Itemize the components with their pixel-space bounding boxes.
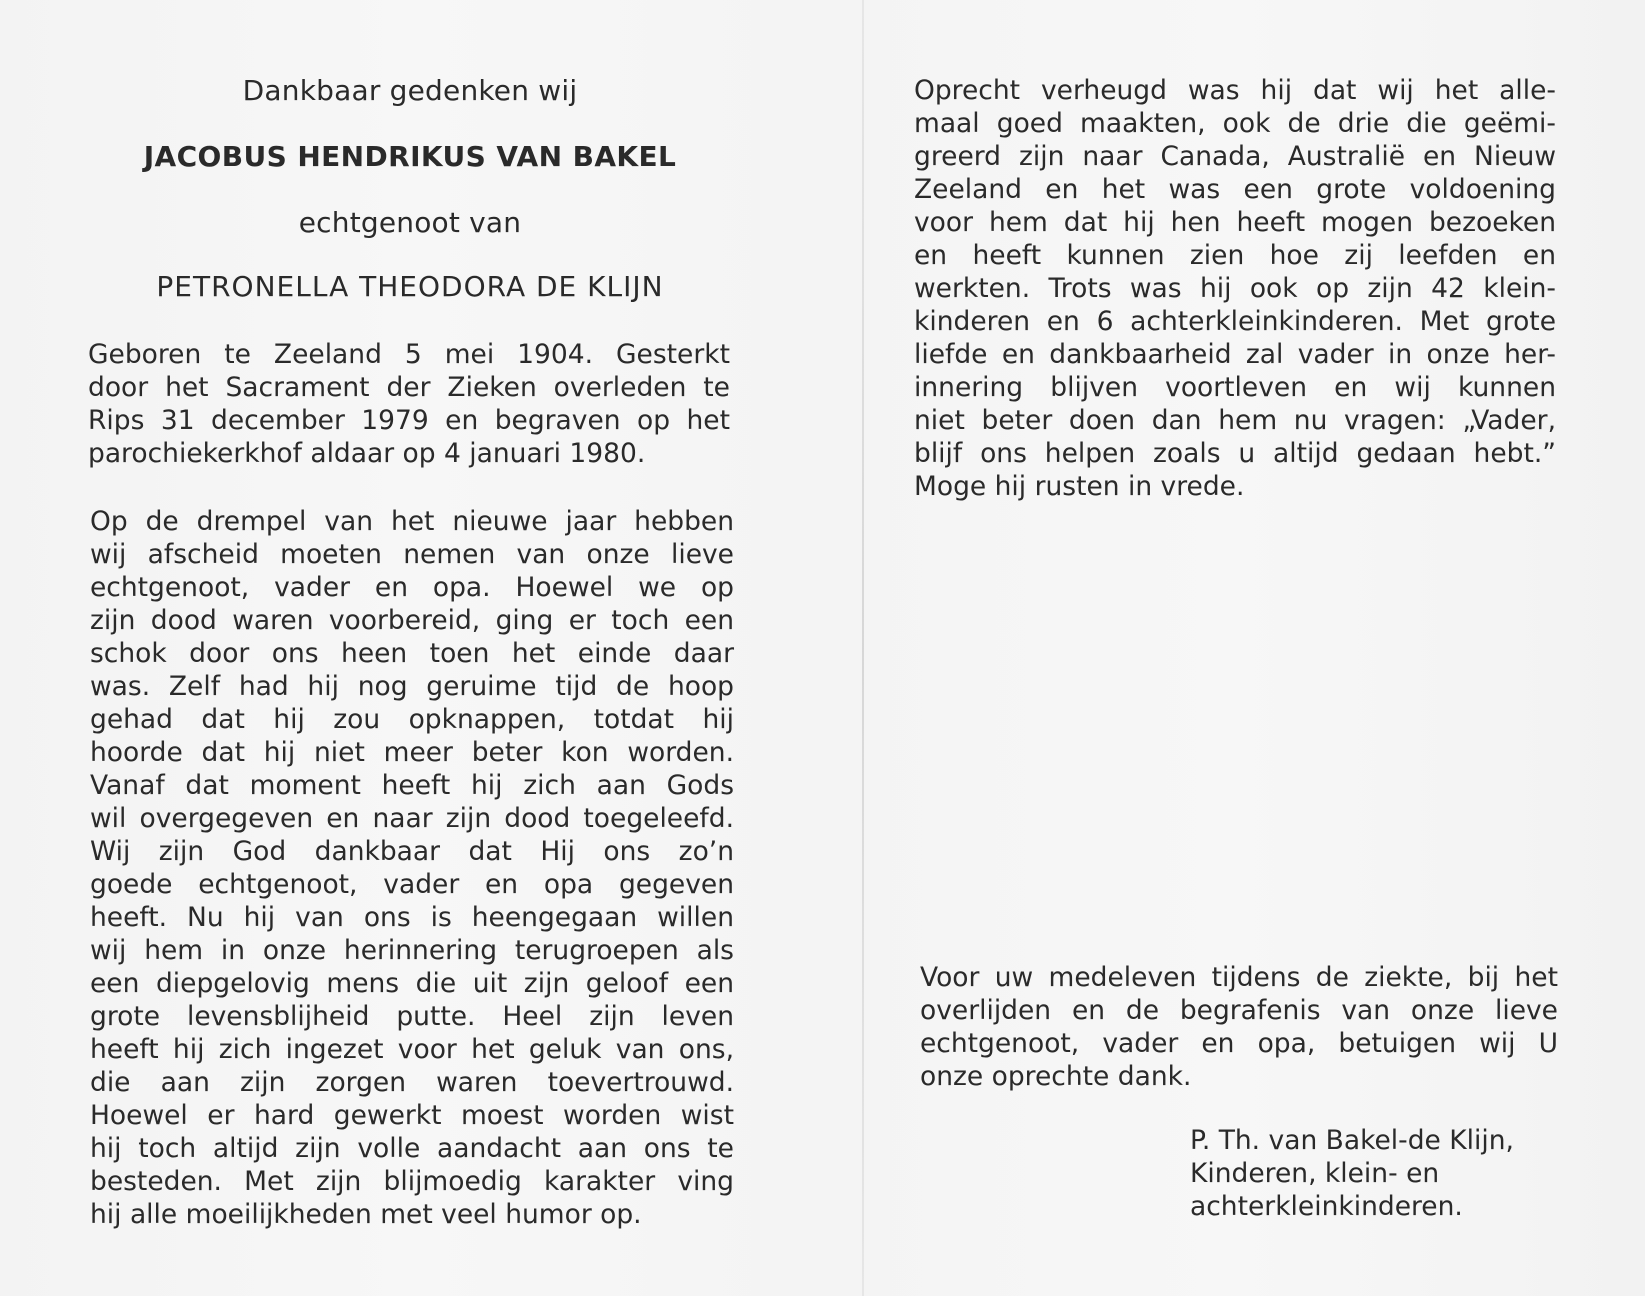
text-line: greerd zijn naar Canada, Australië en Nieuw [914,141,1556,172]
text-line: en heeft kunnen zien hoe zij leefden en [914,240,1556,271]
spouse-name: PETRONELLA THEODORA DE KLIJN [156,270,664,303]
text-line: grote levensblijheid putte. Heel zijn leven [90,1001,734,1032]
text-line: liefde en dankbaarheid zal vader in onze her- [914,339,1556,370]
text-line: was. Zelf had hij nog geruime tijd de hoop [90,671,734,702]
birth-paragraph [88,338,730,470]
signature-line: P. Th. van Bakel-de Klijn, [1190,1125,1514,1156]
text-line: niet beter doen dan hem nu vragen: „Vader, [914,405,1556,436]
text-line: door het Sacrament der Zieken overleden te [88,372,730,403]
text-line: wij hem in onze herinnering terugroepen als [90,935,734,966]
text-line: schok door ons heen toen het einde daar [90,638,734,669]
text-line: maal goed maakten, ook de drie die geëmi- [914,108,1556,139]
text-line: Zeeland en het was een grote voldoening [914,174,1556,205]
text-line: hij alle moeilijkheden met veel humor op. [90,1199,642,1230]
text-line: werkten. Trots was hij ook op zijn 42 klein- [914,273,1556,304]
text-line: zijn dood waren voorbereid, ging er toch een [90,605,734,636]
text-line: Oprecht verheugd was hij dat wij het alle- [914,75,1556,106]
text-line: overlijden en de begrafenis van onze lieve [920,995,1558,1026]
text-line: Geboren te Zeeland 5 mei 1904. Gesterkt [88,339,730,370]
text-line: innering blijven voortleven en wij kunnen [914,372,1556,403]
text-line: Wij zijn God dankbaar dat Hij ons zo’n [90,836,734,867]
text-line: wij afscheid moeten nemen van onze lieve [90,539,734,570]
text-line: parochiekerkhof aldaar op 4 januari 1980. [88,438,646,469]
text-line: Op de drempel van het nieuwe jaar hebben [90,506,734,537]
text-line: gehad dat hij zou opknappen, totdat hij [90,704,734,735]
signature-block [1190,1124,1514,1223]
text-line: Vanaf dat moment heeft hij zich aan Gods [90,770,734,801]
signature-line: achterkleinkinderen. [1190,1191,1463,1222]
text-line: Voor uw medeleven tijdens de ziekte, bij het [920,962,1558,993]
text-line: besteden. Met zijn blijmoedig karakter ving [90,1166,734,1197]
text-line: wil overgegeven en naar zijn dood toegeleefd. [90,803,734,834]
right-page [864,0,1645,1296]
text-line: heeft hij zich ingezet voor het geluk van ons, [90,1034,734,1065]
text-line: Moge hij rusten in vrede. [914,471,1245,502]
text-line: echtgenoot, vader en opa. Hoewel we op [90,572,734,603]
main-paragraph [90,505,734,1231]
text-line: die aan zijn zorgen waren toevertrouwd. [90,1067,734,1098]
thanks-paragraph [920,961,1558,1093]
text-line: echtgenoot, vader en opa, betuigen wij U [920,1028,1558,1059]
text-line: onze oprechte dank. [920,1061,1192,1092]
text-line: Rips 31 december 1979 en begraven op het [88,405,730,436]
text-line: hij toch altijd zijn volle aandacht aan ons te [90,1133,734,1164]
text-line: hoorde dat hij niet meer beter kon worden. [90,737,734,768]
text-line: goede echtgenoot, vader en opa gegeven [90,869,734,900]
text-line: heeft. Nu hij van ons is heengegaan willen [90,902,734,933]
text-line: een diepgelovig mens die uit zijn geloof een [90,968,734,999]
signature-line: Kinderen, klein- en [1190,1158,1440,1189]
text-line: blijf ons helpen zoals u altijd gedaan hebt.” [914,438,1556,469]
text-line: Hoewel er hard gewerkt moest worden wist [90,1100,734,1131]
spouse-label: echtgenoot van [298,206,522,239]
deceased-name: JACOBUS HENDRIKUS VAN BAKEL [143,140,677,173]
intro-line: Dankbaar gedenken wij [242,74,578,107]
text-line: voor hem dat hij hen heeft mogen bezoeken [914,207,1556,238]
text-line: kinderen en 6 achterkleinkinderen. Met grote [914,306,1556,337]
continuation-paragraph [914,74,1556,503]
